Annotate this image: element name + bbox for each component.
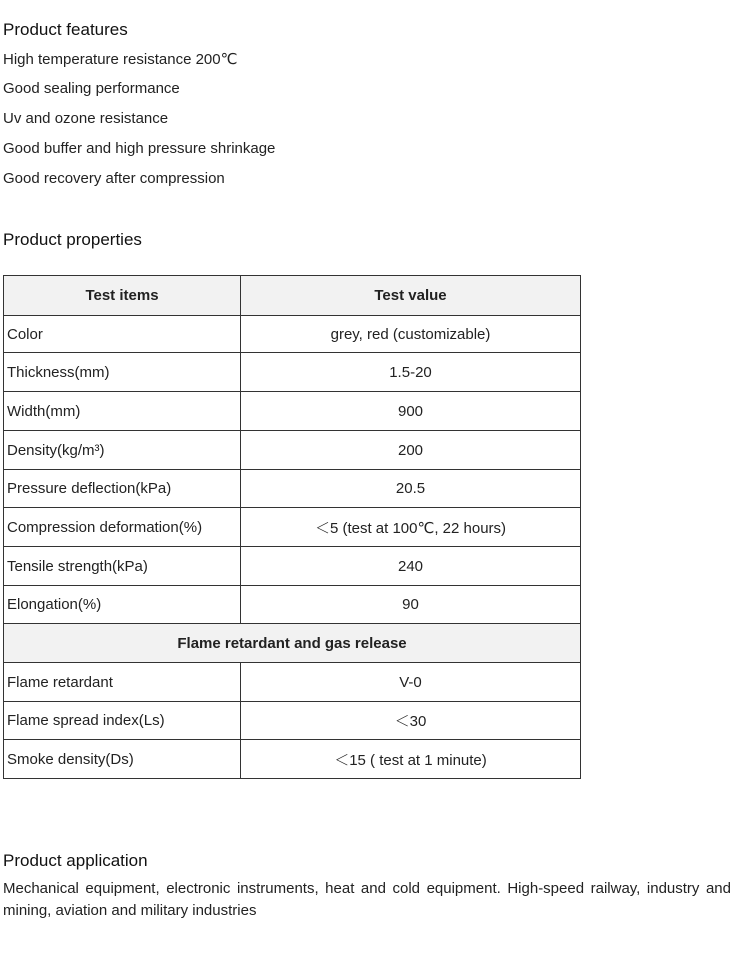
feature-item: High temperature resistance 200℃	[3, 51, 238, 68]
properties-table	[3, 275, 581, 779]
row-value: ＜30	[241, 702, 581, 740]
row-item: Compression deformation(%)	[4, 508, 241, 547]
table-row	[4, 392, 581, 431]
application-heading: Product application	[3, 851, 148, 870]
row-item: Color	[4, 316, 241, 353]
header-test-items: Test items	[4, 276, 241, 316]
row-item: Pressure deflection(kPa)	[4, 470, 241, 508]
row-value: 240	[241, 547, 581, 586]
table-header-row	[4, 276, 581, 316]
row-item: Width(mm)	[4, 392, 241, 431]
row-value: 200	[241, 431, 581, 470]
table-row	[4, 353, 581, 392]
row-item: Elongation(%)	[4, 586, 241, 624]
row-value: V-0	[241, 663, 581, 702]
row-item: Density(kg/m³)	[4, 431, 241, 470]
row-item: Flame retardant	[4, 663, 241, 702]
table-row	[4, 663, 581, 702]
row-value: 1.5-20	[241, 353, 581, 392]
row-item: Smoke density(Ds)	[4, 740, 241, 779]
table-row	[4, 508, 581, 547]
table-row	[4, 431, 581, 470]
row-value: grey, red (customizable)	[241, 316, 581, 353]
feature-item: Good buffer and high pressure shrinkage	[3, 140, 276, 157]
section-header-row	[4, 624, 581, 663]
flame-section-header: Flame retardant and gas release	[4, 624, 581, 663]
properties-heading: Product properties	[3, 230, 142, 249]
row-item: Flame spread index(Ls)	[4, 702, 241, 740]
application-text: Mechanical equipment, electronic instruments, heat and cold equipment. High-speed railway, industry and mining, aviation and military industries	[3, 880, 731, 919]
row-value: 900	[241, 392, 581, 431]
table-row	[4, 702, 581, 740]
row-value: ＜15 ( test at 1 minute)	[241, 740, 581, 779]
table-row	[4, 740, 581, 779]
row-value: ＜5 (test at 100℃, 22 hours)	[241, 508, 581, 547]
table-row	[4, 470, 581, 508]
row-value: 90	[241, 586, 581, 624]
header-test-value: Test value	[241, 276, 581, 316]
feature-item: Good recovery after compression	[3, 170, 225, 187]
feature-item: Uv and ozone resistance	[3, 110, 169, 127]
table-row	[4, 547, 581, 586]
row-item: Tensile strength(kPa)	[4, 547, 241, 586]
table-row	[4, 316, 581, 353]
row-value: 20.5	[241, 470, 581, 508]
feature-item: Good sealing performance	[3, 80, 180, 97]
features-heading: Product features	[3, 20, 128, 39]
row-item: Thickness(mm)	[4, 353, 241, 392]
table-row	[4, 586, 581, 624]
